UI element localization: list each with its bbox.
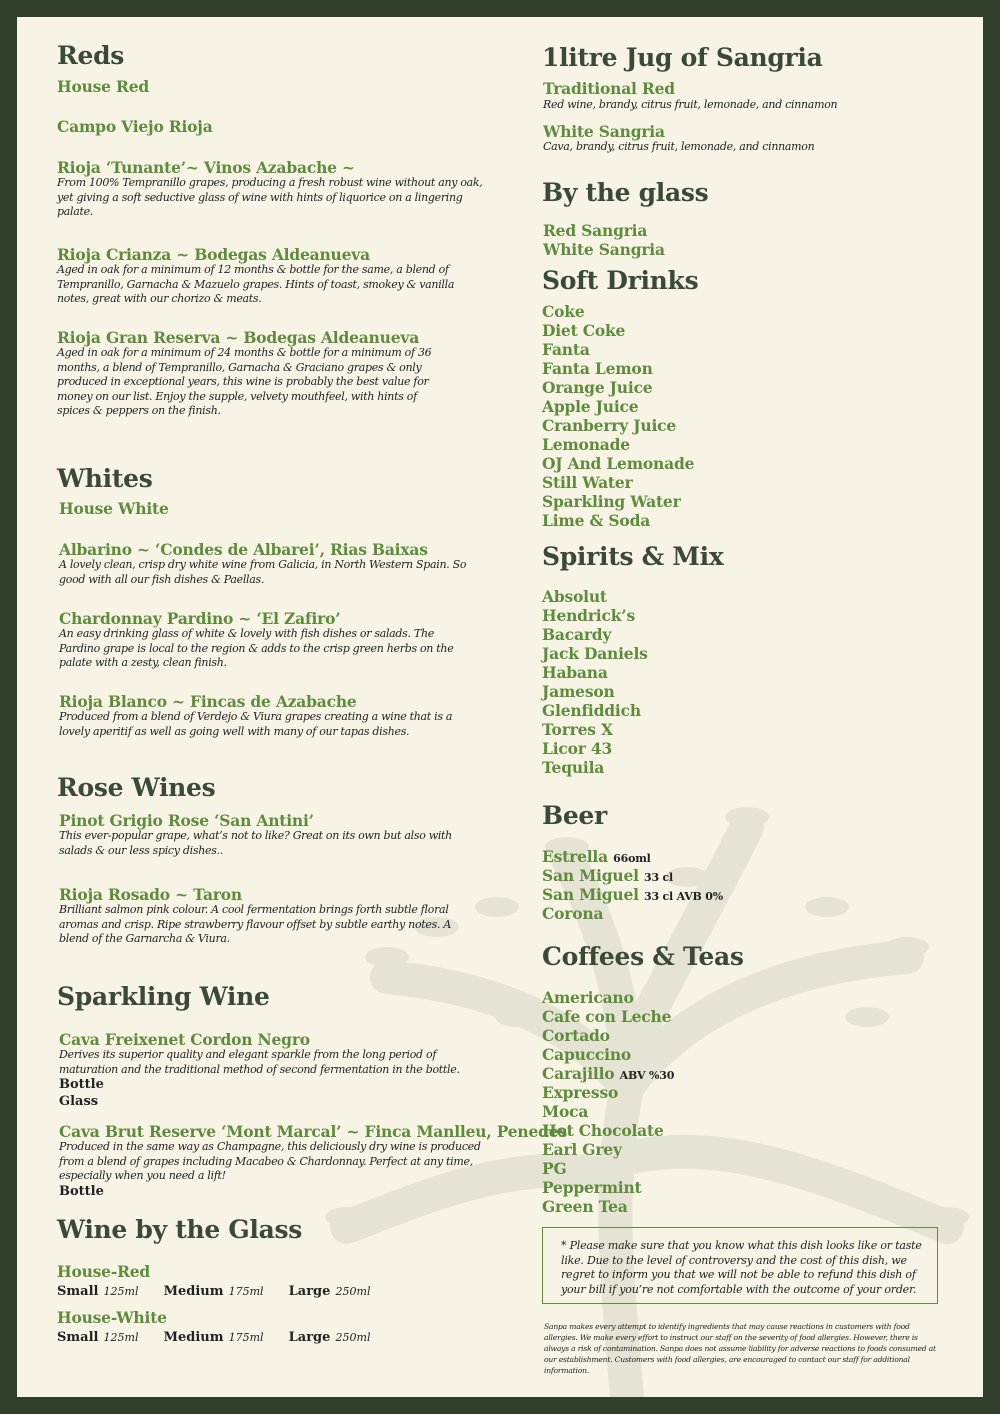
list-item: Lemonade <box>542 435 630 454</box>
list-item: Estrella 66oml <box>542 847 651 866</box>
list-item: Lime & Soda <box>542 511 651 530</box>
list-item: Coke <box>542 302 585 321</box>
wine-name: Rioja ‘Tunante’~ Vinos Azabache ~ <box>57 158 355 177</box>
glass-row-name: House-White <box>57 1308 167 1327</box>
list-item: Capuccino <box>542 1045 632 1064</box>
drink-name: Traditional Red <box>543 79 675 98</box>
list-item: White Sangria <box>543 240 665 259</box>
wine-name: Cava Brut Reserve ‘Mont Marcal’ ~ Finca Manlleu, Penedes <box>59 1122 567 1141</box>
size-value: 250ml <box>335 1331 371 1344</box>
option-label: Bottle <box>59 1077 104 1092</box>
list-item: Tequila <box>542 758 605 777</box>
list-item: Green Tea <box>542 1197 628 1216</box>
size-label: Large <box>288 1284 331 1299</box>
list-item: Cortado <box>542 1026 610 1045</box>
wine-description: An easy drinking glass of white & lovely with fish dishes or salads. The Pardino grape is local to the region & adds to the crisp green herbs on the palate with a zesty, clean finish. <box>59 627 454 669</box>
wine-description: This ever-popular grape, what’s not to like? Great on its own but also with salads & our less spicy dishes.. <box>59 829 452 857</box>
wine-description: Brilliant salmon pink colour. A cool fermentation brings forth subtle floral aromas and crisp. Ripe strawberry flavour offset by subtle earthy notes. A blend of the Garnarcha & Viura. <box>59 903 451 945</box>
wine-description: Produced from a blend of Verdejo & Viura grapes creating a wine that is a lovely aperitif as well as going well with many of our tapas dishes. <box>59 710 453 738</box>
list-item: Cafe con Leche <box>542 1007 672 1026</box>
size-value: 125ml <box>103 1285 139 1298</box>
spirits-heading: Spirits & Mix <box>542 542 724 571</box>
wine-name: Chardonnay Pardino ~ ‘El Zafiro’ <box>59 609 341 628</box>
list-item: Absolut <box>542 587 607 606</box>
wine-description: Produced in the same way as Champagne, this deliciously dry wine is produced from a blend of grapes including Macabeo & Chardonnay. Perfect at any time, especially when you need a lift! <box>59 1140 481 1182</box>
size-label: Large <box>288 1330 331 1345</box>
wine-name: Rioja Rosado ~ Taron <box>59 885 242 904</box>
refund-notice-text: * Please make sure that you know what this dish looks like or taste like. Due to the level of controversy and the cost of this dish, we regret to inform you that we will not be able to refund this dish of your bill if you’re not comfortable with the outcome of your order. <box>561 1239 922 1296</box>
whites-heading: Whites <box>57 464 153 493</box>
glass-sizes <box>57 1326 370 1345</box>
glass-sizes <box>57 1280 370 1299</box>
wine-name: Albarino ~ ‘Condes de Albarei’, Rias Baixas <box>59 540 428 559</box>
wine-name: Rioja Blanco ~ Fincas de Azabache <box>59 692 357 711</box>
size-label: Small <box>57 1330 99 1345</box>
beer-list <box>542 847 723 923</box>
reds-heading: Reds <box>57 41 125 70</box>
wine-description: Derives its superior quality and elegant sparkle from the long period of maturation and the traditional method of second fermentation in the bottle. <box>59 1048 460 1076</box>
glass-heading: Wine by the Glass <box>57 1215 303 1244</box>
size-value: 125ml <box>103 1331 139 1344</box>
list-item: Torres X <box>542 720 613 739</box>
menu-page <box>17 17 983 1397</box>
size-value: 250ml <box>335 1285 371 1298</box>
list-item: OJ And Lemonade <box>542 454 695 473</box>
size-value: 175ml <box>228 1285 264 1298</box>
glass-row-name: House-Red <box>57 1262 151 1281</box>
option-label: Glass <box>59 1094 99 1109</box>
list-item: Moca <box>542 1102 589 1121</box>
size-value: 175ml <box>228 1331 264 1344</box>
list-item: Peppermint <box>542 1178 642 1197</box>
list-item: Fanta Lemon <box>542 359 653 378</box>
list-item: San Miguel 33 cl AVB 0% <box>542 885 723 904</box>
refund-notice <box>542 1227 938 1304</box>
list-item: Bacardy <box>542 625 612 644</box>
list-item: Glenfiddich <box>542 701 641 720</box>
list-item: Fanta <box>542 340 590 359</box>
soft-drinks-list <box>542 302 694 530</box>
list-item: Jameson <box>542 682 615 701</box>
allergy-disclaimer: Sanpa makes every attempt to identify ingredients that may cause reactions in customers with food allergies. We make every effort to instruct our staff on the severity of food allergies. However, there is always a risk of contamination. Sanpa does not assume liability for adverse reactions to foods consumed at our establishment. Customers with food allergies, are encouraged to contact our staff for additional information. <box>544 1322 936 1375</box>
list-item: Red Sangria <box>543 221 648 240</box>
coffee-list <box>542 988 674 1216</box>
list-item: Orange Juice <box>542 378 653 397</box>
by-glass-heading: By the glass <box>542 178 709 207</box>
drink-description: Cava, brandy, citrus fruit, lemonade, and cinnamon <box>543 140 815 153</box>
beer-heading: Beer <box>542 801 607 830</box>
wine-name: Rioja Gran Reserva ~ Bodegas Aldeanueva <box>57 328 420 347</box>
list-item: Diet Coke <box>542 321 626 340</box>
wine-description: Aged in oak for a minimum of 24 months & bottle for a minimum of 36 months, a blend of Tempranillo, Garnacha & Graciano grapes & only produced in exceptional years, this wine is probably the best value for money on our list. Enjoy the supple, velvety mouthfeel, with hints of spices & peppers on the finish. <box>57 346 432 417</box>
list-item: Licor 43 <box>542 739 613 758</box>
drink-description: Red wine, brandy, citrus fruit, lemonade, and cinnamon <box>543 98 838 111</box>
option-label: Bottle <box>59 1184 104 1199</box>
list-item: Corona <box>542 904 604 923</box>
list-item: Americano <box>542 988 634 1007</box>
sparkling-heading: Sparkling Wine <box>57 982 270 1011</box>
wine-description: Aged in oak for a minimum of 12 months & bottle for the same, a blend of Tempranillo, Garnacha & Mazuelo grapes. Hints of toast, smokey & vanilla notes, great with our chorizo & meats. <box>57 263 455 305</box>
soft-drinks-heading: Soft Drinks <box>542 266 699 295</box>
jug-heading: 1litre Jug of Sangria <box>542 43 823 72</box>
size-label: Small <box>57 1284 99 1299</box>
size-label: Medium <box>163 1330 224 1345</box>
spirits-list <box>542 587 648 777</box>
wine-name: House Red <box>57 77 150 96</box>
wine-name: Campo Viejo Rioja <box>57 117 213 136</box>
list-item: Jack Daniels <box>542 644 648 663</box>
by-glass-list <box>543 221 665 259</box>
list-item: Still Water <box>542 473 633 492</box>
list-item: Apple Juice <box>542 397 639 416</box>
list-item: Carajillo ABV %30 <box>542 1064 675 1083</box>
list-item: San Miguel 33 cl <box>542 866 674 885</box>
coffee-heading: Coffees & Teas <box>542 942 744 971</box>
wine-name: Rioja Crianza ~ Bodegas Aldeanueva <box>57 245 370 264</box>
list-item: Expresso <box>542 1083 619 1102</box>
rose-heading: Rose Wines <box>57 773 216 802</box>
list-item: Earl Grey <box>542 1140 622 1159</box>
list-item: Sparkling Water <box>542 492 681 511</box>
list-item: Habana <box>542 663 608 682</box>
wine-description: From 100% Tempranillo grapes, producing a fresh robust wine without any oak, yet giving a soft seductive glass of wine with hints of liquorice on a lingering palate. <box>57 176 483 218</box>
wine-description: A lovely clean, crisp dry white wine from Galicia, in North Western Spain. So good with all our fish dishes & Paellas. <box>59 558 467 586</box>
list-item: PG <box>542 1159 567 1178</box>
list-item: Hendrick’s <box>542 606 635 625</box>
wine-name: House White <box>59 499 169 518</box>
list-item: Hot Chocolate <box>542 1121 664 1140</box>
drink-name: White Sangria <box>543 122 665 141</box>
wine-name: Cava Freixenet Cordon Negro <box>59 1030 310 1049</box>
wine-name: Pinot Grigio Rose ‘San Antini’ <box>59 811 314 830</box>
size-label: Medium <box>163 1284 224 1299</box>
list-item: Cranberry Juice <box>542 416 677 435</box>
